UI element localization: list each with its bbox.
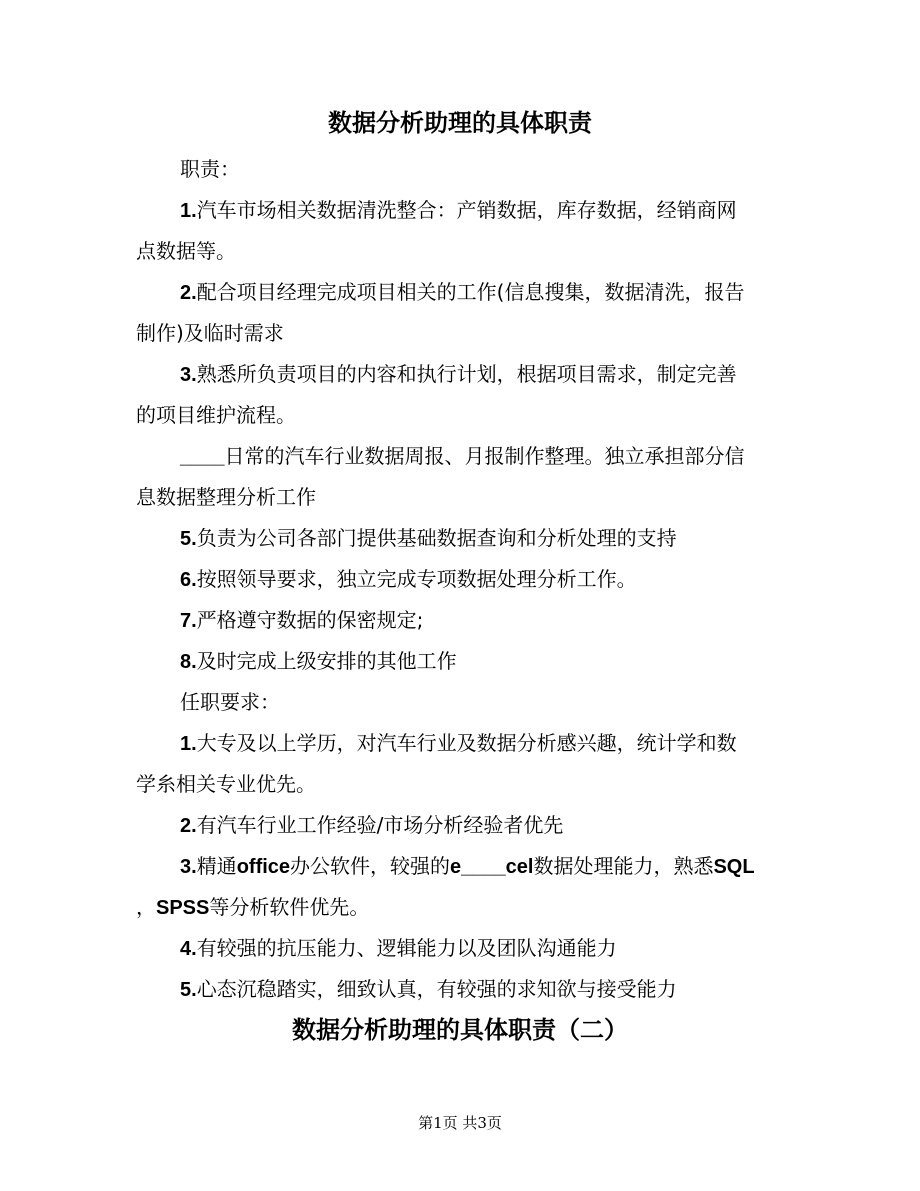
duty-item-4-continuation <box>136 477 784 518</box>
duty-item-6-number: 6. <box>180 569 197 591</box>
requirement-item-3 <box>136 846 784 888</box>
requirement-item-3-number: 3. <box>180 856 197 878</box>
requirement-item-3-excel: e____cel <box>450 856 534 878</box>
duty-item-7 <box>136 600 784 642</box>
duty-item-6-text: 按照领导要求，独立完成专项数据处理分析工作。 <box>196 567 637 591</box>
duty-item-8-number: 8. <box>180 651 197 673</box>
duty-item-5 <box>136 518 784 560</box>
requirement-item-1-number: 1. <box>180 733 197 755</box>
duty-item-2-number: 2. <box>180 282 197 304</box>
duty-item-4 <box>136 436 784 478</box>
duty-item-1-text-line2: 点数据等。 <box>136 239 236 263</box>
duty-item-1 <box>136 190 784 232</box>
requirement-item-3-office: office <box>236 856 291 878</box>
duty-item-2 <box>136 272 784 314</box>
requirement-item-2 <box>136 805 784 847</box>
duties-heading: 职责： <box>180 157 240 181</box>
requirement-item-2-number: 2. <box>180 815 197 837</box>
duty-item-7-text: 严格遵守数据的保密规定; <box>196 608 424 632</box>
page-footer: 第1页 共3页 <box>418 1114 502 1132</box>
duty-item-3-continuation <box>136 395 784 436</box>
requirement-item-4-number: 4. <box>180 938 197 960</box>
requirement-item-5 <box>136 969 784 1011</box>
duty-item-5-number: 5. <box>180 528 197 550</box>
duty-item-2-text-line2: 制作)及临时需求 <box>136 321 284 345</box>
duty-item-4-blank: ____ <box>180 446 225 468</box>
requirement-item-1-continuation <box>136 764 784 805</box>
duty-item-1-continuation <box>136 231 784 272</box>
requirement-item-3-spss: SPSS <box>156 897 210 919</box>
duty-item-2-continuation <box>136 313 784 354</box>
requirement-item-3-text-c: 数据处理能力，熟悉 <box>533 854 714 878</box>
requirement-item-3-continuation <box>136 887 784 929</box>
duty-item-3-text-line2: 的项目维护流程。 <box>136 403 296 427</box>
duty-item-3-number: 3. <box>180 364 197 386</box>
page-title: 数据分析助理的具体职责 <box>328 109 592 137</box>
requirement-item-3-text-b: 办公软件，较强的 <box>290 854 451 878</box>
duty-item-4-text-line2: 息数据整理分析工作 <box>136 485 316 509</box>
duty-item-4-text-line1: 日常的汽车行业数据周报、月报制作整理。独立承担部分信 <box>224 444 745 468</box>
duty-item-8 <box>136 641 784 683</box>
duty-item-2-text-line1: 配合项目经理完成项目相关的工作(信息搜集，数据清洗，报告 <box>196 280 745 304</box>
duty-item-1-text-line1: 汽车市场相关数据清洗整合：产销数据，库存数据，经销商网 <box>196 198 737 222</box>
requirement-item-1-text-line1: 大专及以上学历，对汽车行业及数据分析感兴趣，统计学和数 <box>196 731 737 755</box>
duty-item-1-number: 1. <box>180 200 197 222</box>
requirement-item-1 <box>136 723 784 765</box>
requirement-item-4 <box>136 928 784 970</box>
requirement-item-3-comma: ， <box>136 895 156 919</box>
duty-item-3 <box>136 354 784 396</box>
requirement-item-3-sql: SQL <box>713 856 755 878</box>
requirement-item-3-text-d: 等分析软件优先。 <box>209 895 370 919</box>
requirements-heading: 任职要求： <box>180 690 280 714</box>
duty-item-5-text: 负责为公司各部门提供基础数据查询和分析处理的支持 <box>196 526 677 550</box>
requirement-item-2-text: 有汽车行业工作经验/市场分析经验者优先 <box>196 813 564 837</box>
requirement-item-5-text: 心态沉稳踏实，细致认真，有较强的求知欲与接受能力 <box>196 977 677 1001</box>
requirement-item-1-text-line2: 学糸相关专业优先。 <box>136 772 316 796</box>
duty-item-8-text: 及时完成上级安排的其他工作 <box>196 649 457 673</box>
duty-item-7-number: 7. <box>180 610 197 632</box>
requirement-item-3-text-a: 精通 <box>196 854 237 878</box>
duty-item-3-text-line1: 熟悉所负责项目的内容和执行计划，根据项目需求，制定完善 <box>196 362 737 386</box>
requirement-item-5-number: 5. <box>180 979 197 1001</box>
requirement-item-4-text: 有较强的抗压能力、逻辑能力以及团队沟通能力 <box>196 936 617 960</box>
duty-item-6 <box>136 559 784 601</box>
section-title-2: 数据分析助理的具体职责（二） <box>292 1016 628 1044</box>
